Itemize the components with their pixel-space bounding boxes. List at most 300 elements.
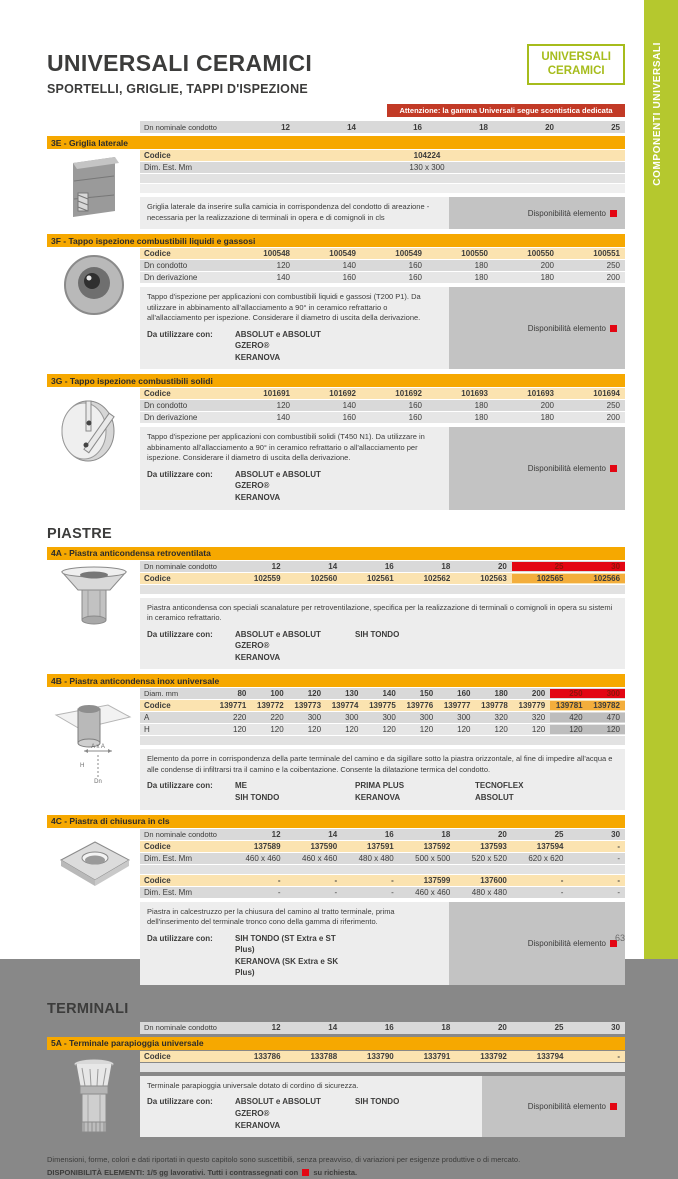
table-cell: 12 — [271, 829, 281, 839]
row-label: Codice — [144, 249, 171, 258]
table-cell: - — [391, 875, 394, 885]
table-cell: 100550 — [461, 249, 488, 258]
description-text — [140, 1076, 482, 1137]
table-cell: 160 — [457, 689, 471, 699]
table-row — [140, 272, 625, 283]
section-3e — [47, 136, 625, 229]
table-cell: 120 — [307, 689, 322, 699]
table-cell: 139778 — [481, 701, 508, 711]
row-label: Dim. Est. Mm — [144, 853, 192, 863]
description-text — [140, 427, 449, 509]
section-4c — [47, 815, 625, 985]
page-title: UNIVERSALI CERAMICI — [47, 50, 313, 76]
table-cell: 120 — [270, 725, 284, 735]
dn-header-cell: 16 — [413, 122, 422, 132]
table-cell: 100549 — [395, 249, 422, 258]
table-row — [140, 736, 625, 745]
brand-name: KERANOVA (SK Extra e SK Plus) — [235, 956, 339, 978]
brand-name: ABSOLUT e ABSOLUT GZERO® — [235, 1097, 321, 1118]
table-cell: 18 — [441, 829, 451, 839]
table-row — [140, 865, 625, 874]
table-row — [140, 573, 625, 584]
page-content — [47, 0, 625, 1179]
section-3g — [47, 374, 625, 509]
table-cell: 200 — [606, 273, 620, 282]
table-cell: 180 — [474, 261, 488, 270]
table-cell: 120 — [531, 725, 546, 735]
table-cell: 101693 — [527, 389, 554, 399]
brand-column — [355, 629, 475, 664]
table-cell: 160 — [342, 273, 356, 282]
table-row — [140, 829, 625, 840]
grille-photo — [63, 155, 125, 217]
table-cell: 160 — [408, 401, 422, 411]
section-body — [47, 247, 625, 369]
row-label: Dn condotto — [144, 401, 188, 411]
table-cell: 320 — [531, 713, 546, 723]
description-block — [140, 1076, 625, 1137]
table-cell: 137592 — [423, 841, 451, 851]
table-cell: 30 — [568, 562, 625, 571]
footer-line1: Dimensioni, forme, colori e dati riportati in questo capitolo sono suscettibili, senza preavviso, di variazioni per esigenze produttive o di mercato. — [47, 1154, 521, 1164]
dn-header-cell: 14 — [328, 1023, 338, 1033]
svg-text:A x A: A x A — [90, 744, 105, 751]
table-row — [140, 184, 625, 193]
brand-name: PRIMA PLUS — [355, 781, 405, 791]
table-cell: 140 — [276, 413, 290, 423]
description-paragraph: Terminale parapioggia universale dotato di cordino di sicurezza. — [147, 1080, 359, 1090]
brand-name: ABSOLUT e ABSOLUT GZERO® — [235, 629, 321, 651]
rain-cap-photo — [71, 1056, 117, 1144]
table-cell: 120 — [494, 725, 508, 735]
availability-indicator-icon — [610, 325, 617, 332]
availability-indicator-icon — [610, 210, 617, 217]
table-cell: 120 — [457, 725, 471, 735]
disc-lever-photo — [56, 393, 132, 467]
section-table — [140, 560, 625, 670]
section-table — [140, 387, 625, 509]
section-header: 3E - Griglia laterale — [47, 136, 625, 149]
table-cell: 520 x 520 — [471, 853, 507, 863]
section-table — [140, 149, 625, 229]
table-cell: 101692 — [329, 389, 356, 399]
table-cell: 460 x 460 — [415, 887, 451, 897]
dn-header-cell: 16 — [384, 1023, 394, 1033]
table-cell: 139771 — [219, 701, 247, 711]
use-with-row — [147, 933, 442, 979]
product-photo-column — [47, 560, 140, 670]
availability-indicator-icon — [610, 465, 617, 472]
description-text — [140, 197, 449, 229]
brand-name: ME — [235, 781, 247, 791]
description-block — [140, 427, 625, 509]
table-cell: 25 — [554, 829, 564, 839]
table-cell: 102563 — [480, 573, 507, 583]
table-row — [140, 700, 625, 711]
dn-header-label: Dn nominale condotto — [144, 1023, 217, 1033]
availability-indicator-icon — [302, 1169, 309, 1176]
section-header: 4A - Piastra anticondensa retroventilata — [47, 547, 625, 560]
table-cell: 300 — [345, 713, 359, 723]
table-cell: 137600 — [480, 875, 507, 885]
table-cell: 120 — [307, 725, 322, 735]
dn-header-row — [140, 121, 625, 133]
availability-label: Disponibilità elemento — [527, 1102, 606, 1112]
brand-name: KERANOVA — [235, 352, 281, 362]
table-cell: 120 — [550, 725, 587, 734]
dn-header-row — [140, 1022, 625, 1034]
row-label: Dn nominale condotto — [144, 829, 217, 839]
section-body — [47, 687, 625, 809]
brand-name: SIH TONDO (ST Extra e ST Plus) — [235, 933, 336, 955]
table-cell: 102560 — [310, 573, 338, 583]
table-cell: 18 — [441, 561, 451, 571]
table-cell: 30 — [611, 829, 621, 839]
table-cell: 16 — [384, 829, 394, 839]
table-cell: - — [560, 887, 564, 897]
table-row — [140, 162, 625, 173]
use-with-label: Da utilizzare con: — [147, 329, 213, 339]
brand-name: KERANOVA — [235, 492, 281, 502]
group-heading: TERMINALI — [47, 1000, 129, 1017]
table-cell: 470 — [588, 713, 625, 722]
product-photo-column — [47, 149, 140, 229]
table-row — [140, 875, 625, 886]
table-cell: 104224 — [413, 151, 441, 160]
brand-name: KERANOVA — [235, 652, 281, 662]
table-cell: 133791 — [423, 1051, 451, 1061]
availability-box — [449, 427, 625, 509]
table-cell: 500 x 500 — [415, 853, 451, 863]
catalog-sections — [47, 121, 625, 1144]
description-paragraph: Tappo d'ispezione per applicazioni con combustibili liquidi e gassosi (T200 P1). Da utilizzare in abbinamento all'allacciamento a 90° in ceramico refrattario o all'allacciamento per ispezione. Considerare il diametro di uscita della derivazione. — [147, 292, 421, 322]
row-label: Codice — [144, 151, 171, 160]
table-cell: 102559 — [253, 573, 281, 583]
plate-cylinder-diagram — [50, 693, 138, 785]
dn-header-cell: 12 — [281, 122, 290, 132]
row-label: Dn derivazione — [144, 273, 198, 282]
brand-name: ABSOLUT e ABSOLUT GZERO® — [235, 329, 321, 351]
dn-header-cell: 20 — [545, 122, 554, 132]
table-cell: 200 — [606, 413, 620, 423]
table-cell: 133792 — [480, 1051, 507, 1061]
section-table — [140, 1050, 625, 1144]
table-cell: 139776 — [406, 701, 434, 711]
table-row — [140, 585, 625, 594]
row-label: Dn nominale condotto — [144, 561, 217, 571]
brand-column — [355, 1096, 475, 1131]
availability-box — [449, 902, 625, 985]
table-row — [140, 688, 625, 699]
table-row — [140, 388, 625, 399]
table-row — [140, 174, 625, 183]
table-cell: 200 — [540, 401, 554, 411]
description-block — [140, 749, 625, 809]
description-block — [140, 902, 625, 985]
table-cell: - — [617, 853, 621, 863]
table-cell: 102565 — [512, 574, 569, 583]
availability-box — [449, 287, 625, 369]
table-cell: 139775 — [369, 701, 396, 711]
description-block — [140, 197, 625, 229]
table-cell: 120 — [382, 725, 396, 735]
use-with-label: Da utilizzare con: — [147, 781, 213, 791]
table-cell: 100549 — [329, 249, 356, 258]
availability-box — [482, 1076, 625, 1137]
product-photo-column — [47, 1050, 140, 1144]
table-cell: - — [334, 875, 338, 885]
table-cell: - — [617, 1051, 621, 1061]
table-cell: 101691 — [263, 389, 290, 399]
table-cell: 130 x 300 — [409, 163, 445, 172]
section-4a — [47, 547, 625, 670]
section-body — [47, 828, 625, 985]
table-cell: 160 — [408, 261, 422, 270]
brand-column — [235, 329, 355, 364]
table-cell: 220 — [233, 713, 247, 723]
sidebar-label: COMPONENTI UNIVERSALI — [652, 42, 663, 186]
section-header: 3G - Tappo ispezione combustibili solidi — [47, 374, 625, 387]
table-cell: 200 — [540, 261, 554, 270]
brand-name: SIH TONDO — [355, 629, 400, 639]
table-row — [140, 561, 625, 572]
table-cell: 460 x 460 — [302, 853, 338, 863]
row-label: Codice — [144, 841, 171, 851]
table-cell: - — [617, 887, 621, 897]
use-with-label: Da utilizzare con: — [147, 1097, 213, 1107]
description-paragraph: Elemento da porre in corrispondenza della parte terminale del camino e da sigillare sotto la piastra orizzontale, al fine di impedire all'acqua e alle condense di infiltrarsi tra il camino e la coibentazione. Consente la dilatazione termica del condotto. — [147, 754, 613, 774]
row-label: Diam. mm — [144, 689, 179, 699]
table-cell: 180 — [540, 413, 554, 423]
table-cell: 160 — [408, 273, 422, 282]
table-cell: 137591 — [367, 841, 394, 851]
brand-name: SIH TONDO — [235, 792, 280, 802]
brand-column — [235, 629, 355, 664]
table-cell: 250 — [606, 261, 620, 270]
table-cell: 140 — [342, 401, 356, 411]
table-cell: 620 x 620 — [528, 853, 564, 863]
table-cell: 250 — [550, 689, 587, 698]
round-cap-photo — [62, 253, 126, 317]
table-cell: 139772 — [257, 701, 284, 711]
dn-header-cell: 12 — [271, 1023, 281, 1033]
use-with-row — [147, 1096, 475, 1131]
dn-header-cell: 30 — [611, 1023, 621, 1033]
use-with-row — [147, 780, 618, 803]
section-table — [140, 828, 625, 985]
table-cell: 139781 — [550, 701, 587, 710]
warning-banner: Attenzione: la gamma Universali segue scontistica dedicata — [387, 104, 625, 117]
table-cell: 300 — [419, 713, 434, 723]
table-cell: 139782 — [588, 701, 625, 710]
dn-header-cell: 18 — [479, 122, 488, 132]
table-row — [140, 248, 625, 259]
table-row — [140, 853, 625, 864]
use-with-label: Da utilizzare con: — [147, 933, 213, 943]
brand-column — [235, 780, 355, 803]
table-cell: 180 — [494, 689, 508, 699]
brand-badge — [527, 44, 625, 85]
table-cell: 100 — [270, 689, 284, 699]
description-block — [140, 287, 625, 369]
table-cell: 101692 — [395, 389, 422, 399]
table-row — [140, 150, 625, 161]
table-cell: 100551 — [593, 249, 620, 258]
table-cell: 120 — [233, 725, 247, 735]
table-row — [140, 260, 625, 271]
table-cell: 180 — [474, 273, 488, 282]
sidebar-tab — [644, 0, 678, 959]
table-cell: 133786 — [253, 1051, 281, 1061]
product-photo-column — [47, 687, 140, 809]
table-cell: 139777 — [443, 701, 471, 711]
availability-box — [449, 197, 625, 229]
table-cell: 200 — [531, 689, 546, 699]
table-cell: - — [277, 887, 281, 897]
table-cell: - — [277, 875, 281, 885]
table-cell: 20 — [497, 829, 507, 839]
table-cell: 137599 — [423, 875, 451, 885]
dn-header-cell: 18 — [441, 1023, 451, 1033]
table-cell: - — [617, 875, 621, 885]
table-cell: 300 — [382, 713, 396, 723]
brand-badge-line2: CERAMICI — [547, 65, 605, 78]
use-with-label: Da utilizzare con: — [147, 469, 213, 479]
table-cell: 120 — [345, 725, 359, 735]
dn-header-cell: 25 — [554, 1023, 564, 1033]
row-label: Dim. Est. Mm — [144, 887, 192, 897]
table-cell: 16 — [384, 561, 394, 571]
table-cell: 139773 — [294, 701, 322, 711]
section-4b — [47, 674, 625, 809]
brand-column — [235, 1096, 355, 1131]
brand-column — [355, 780, 475, 803]
row-label: Dn condotto — [144, 261, 188, 270]
section-header: 5A - Terminale parapioggia universale — [47, 1037, 625, 1050]
table-cell: 102566 — [568, 574, 625, 583]
table-cell: 180 — [540, 273, 554, 282]
availability-label: Disponibilità elemento — [527, 938, 606, 948]
table-row — [140, 1051, 625, 1062]
brand-name: ABSOLUT — [475, 792, 514, 802]
description-paragraph: Piastra anticondensa con speciali scanalature per retroventilazione, specifica per la realizzazione di terminali o comignoli in opera su sistemi in ceramico refrattario. — [147, 602, 613, 623]
table-cell: 14 — [328, 561, 338, 571]
table-cell: 102562 — [423, 573, 451, 583]
table-cell: 460 x 460 — [245, 853, 281, 863]
footer-note — [47, 1154, 625, 1179]
section-body — [47, 387, 625, 509]
footer-line2 — [47, 1167, 625, 1179]
table-cell: 250 — [606, 401, 620, 411]
section-5a — [47, 1037, 625, 1144]
section-body — [47, 149, 625, 229]
table-cell: 300 — [588, 689, 625, 698]
use-with-row — [147, 629, 618, 664]
table-cell: 140 — [276, 273, 290, 282]
table-cell: 300 — [307, 713, 322, 723]
description-text — [140, 598, 625, 670]
section-body — [47, 1050, 625, 1144]
table-cell: 101693 — [461, 389, 488, 399]
row-label: Dim. Est. Mm — [144, 163, 192, 172]
table-row — [140, 841, 625, 852]
table-cell: 140 — [342, 261, 356, 270]
section-table — [140, 687, 625, 809]
table-cell: 133788 — [310, 1051, 338, 1061]
table-cell: 20 — [497, 561, 507, 571]
description-text — [140, 902, 449, 985]
table-cell: 120 — [276, 401, 290, 411]
description-paragraph: Tappo d'ispezione per applicazioni con combustibili solidi (T450 N1). Da utilizzare in abbinamento all'allacciamento a 90° in ceramico refrattario o all'allacciamento per ispezione. Considerare il diametro di uscita della derivazione. — [147, 432, 425, 463]
table-cell: 137593 — [480, 841, 507, 851]
page-number: 63 — [614, 933, 625, 943]
table-cell: 137590 — [310, 841, 338, 851]
table-cell: 133794 — [536, 1051, 564, 1061]
group-heading: PIASTRE — [47, 525, 112, 542]
dn-header-cell: 14 — [347, 122, 356, 132]
square-plate-photo — [53, 834, 135, 886]
product-photo-column — [47, 828, 140, 985]
table-row — [140, 400, 625, 411]
section-header: 4B - Piastra anticondensa inox universale — [47, 674, 625, 687]
table-cell: 14 — [328, 829, 338, 839]
row-label: H — [144, 725, 150, 735]
table-row — [140, 887, 625, 898]
table-cell: 100548 — [263, 249, 290, 258]
section-header: 3F - Tappo ispezione combustibili liquidi e gassosi — [47, 234, 625, 247]
product-photo-column — [47, 247, 140, 369]
funnel-photo — [58, 566, 130, 628]
brand-badge-line1: UNIVERSALI — [541, 51, 611, 63]
table-cell: 160 — [408, 413, 422, 423]
description-text — [140, 749, 625, 809]
page-subtitle: SPORTELLI, GRIGLIE, TAPPI D'ISPEZIONE — [47, 82, 308, 96]
section-header: 4C - Piastra di chiusura in cls — [47, 815, 625, 828]
section-body — [47, 560, 625, 670]
product-photo-column — [47, 387, 140, 509]
table-cell: 300 — [457, 713, 471, 723]
table-cell: 139774 — [331, 701, 359, 711]
description-paragraph: Piastra in calcestruzzo per la chiusura del camino al tratto terminale, prima dell'inserimento del terminale tronco cono della gamma di riferimento. — [147, 906, 395, 927]
table-cell: 140 — [382, 689, 396, 699]
table-cell: 420 — [550, 713, 587, 722]
table-cell: 12 — [271, 561, 281, 571]
table-cell: 220 — [270, 713, 284, 723]
table-cell: 150 — [419, 689, 434, 699]
brand-name: TECNOFLEX — [475, 781, 524, 791]
svg-text:H: H — [79, 763, 84, 770]
footer-line2-suffix: su richiesta. — [313, 1167, 358, 1177]
brand-column — [475, 780, 595, 803]
row-label: Codice — [144, 701, 171, 711]
section-3f — [47, 234, 625, 369]
table-cell: - — [334, 887, 338, 897]
table-cell: 137594 — [536, 841, 564, 851]
table-cell: 160 — [342, 413, 356, 423]
section-table — [140, 247, 625, 369]
description-paragraph: Griglia laterale da inserire sulla camicia in corrispondenza del condotto di areazione - necessaria per la realizzazione di terminali in opera e di comignoli in cls — [147, 202, 430, 222]
brand-column — [235, 469, 355, 504]
table-cell: 130 — [345, 689, 359, 699]
table-cell: - — [560, 875, 564, 885]
brand-column — [235, 933, 355, 979]
footer-line2-prefix: DISPONIBILITÀ ELEMENTI: 1/5 gg lavorativi. Tutti i contrassegnati con — [47, 1167, 299, 1177]
description-text — [140, 287, 449, 369]
table-cell: 133790 — [367, 1051, 394, 1061]
row-label: Dn derivazione — [144, 413, 198, 423]
availability-label: Disponibilità elemento — [527, 463, 606, 473]
table-cell: 80 — [237, 689, 247, 699]
